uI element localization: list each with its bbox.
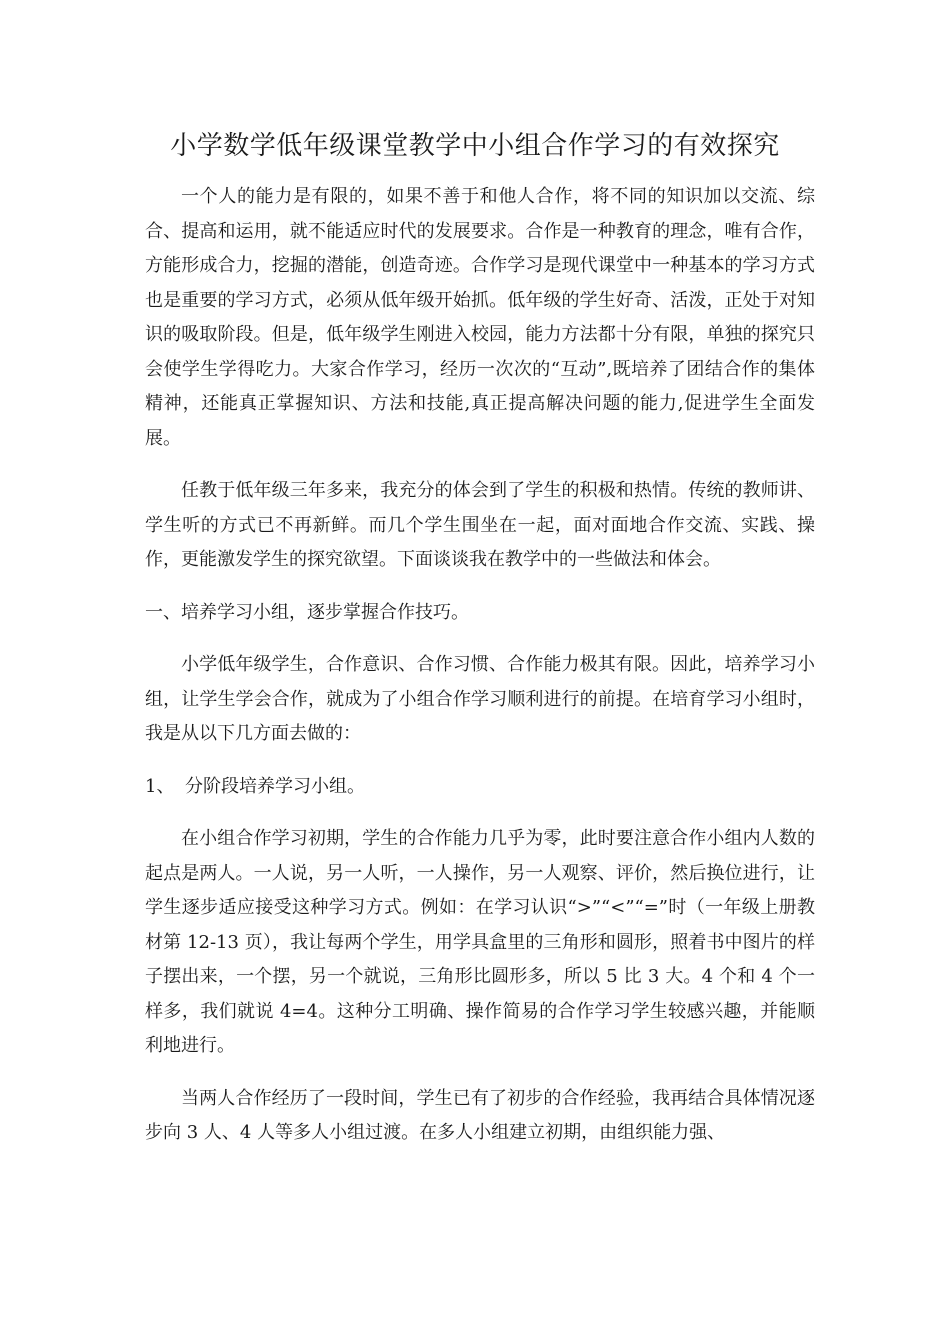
subheading-number: 1、 — [145, 775, 175, 797]
paragraph-intro: 一个人的能力是有限的，如果不善于和他人合作，将不同的知识加以交流、综合、提高和运用，就不能适应时代的发展要求。合作是一种教育的理念，唯有合作，方能形成合力，挖掘的潜能，创造奇迹。合作学习是现代课堂中一种基本的学习方式也是重要的学习方式，必须从低年级开始抓。低年级的学生好奇、活泼，正处于对知识的吸取阶段。但是，低年级学生刚进入校园，能力方法都十分有限，单独的探究只会使学生学得吃力。大家合作学习，经历一次次的“互动”,既培养了团结合作的集体精神，还能真正掌握知识、方法和技能,真正提高解决问题的能力,促进学生全面发展。 — [145, 186, 815, 449]
paragraph-group-training: 小学低年级学生，合作意识、合作习惯、合作能力极其有限。因此，培养学习小组，让学生学会合作，就成为了小组合作学习顺利进行的前提。在培育学习小组时，我是从以下几方面去做的： — [145, 654, 815, 744]
paragraph-transition: 当两人合作经历了一段时间，学生已有了初步的合作经验，我再结合具体情况逐步向 3 人、4 人等多人小组过渡。在多人小组建立初期，由组织能力强、 — [145, 1087, 815, 1143]
section-heading: 一、培养学习小组，逐步掌握合作技巧。 — [145, 601, 469, 623]
subheading-text: 分阶段培养学习小组。 — [185, 775, 365, 797]
document-body — [145, 180, 815, 1169]
document-title: 小学数学低年级课堂教学中小组合作学习的有效探究 — [170, 131, 780, 161]
subheading — [145, 770, 815, 805]
paragraph-early-stage: 在小组合作学习初期，学生的合作能力几乎为零，此时要注意合作小组内人数的起点是两人。一人说，另一人听，一人操作，另一人观察、评价，然后换位进行，让学生逐步适应接受这种学习方式。例如：在学习认识“>”“<”“=”时（一年级上册教材第 12-13 页），我让每两个学生，用学具盒里的三角形和圆形，照着书中图片的样子摆出来，一个摆，另一个就说，三角形比圆形多，所以 5 比 3 大。4 个和 4 个一样多，我们就说 4=4。这种分工明确、操作简易的合作学习学生较感兴趣，并能顺利地进行。 — [145, 828, 815, 1056]
paragraph-experience: 任教于低年级三年多来，我充分的体会到了学生的积极和热情。传统的教师讲、学生听的方式已不再新鲜。而几个学生围坐在一起，面对面地合作交流、实践、操作，更能激发学生的探究欲望。下面谈谈我在教学中的一些做法和体会。 — [145, 480, 815, 570]
